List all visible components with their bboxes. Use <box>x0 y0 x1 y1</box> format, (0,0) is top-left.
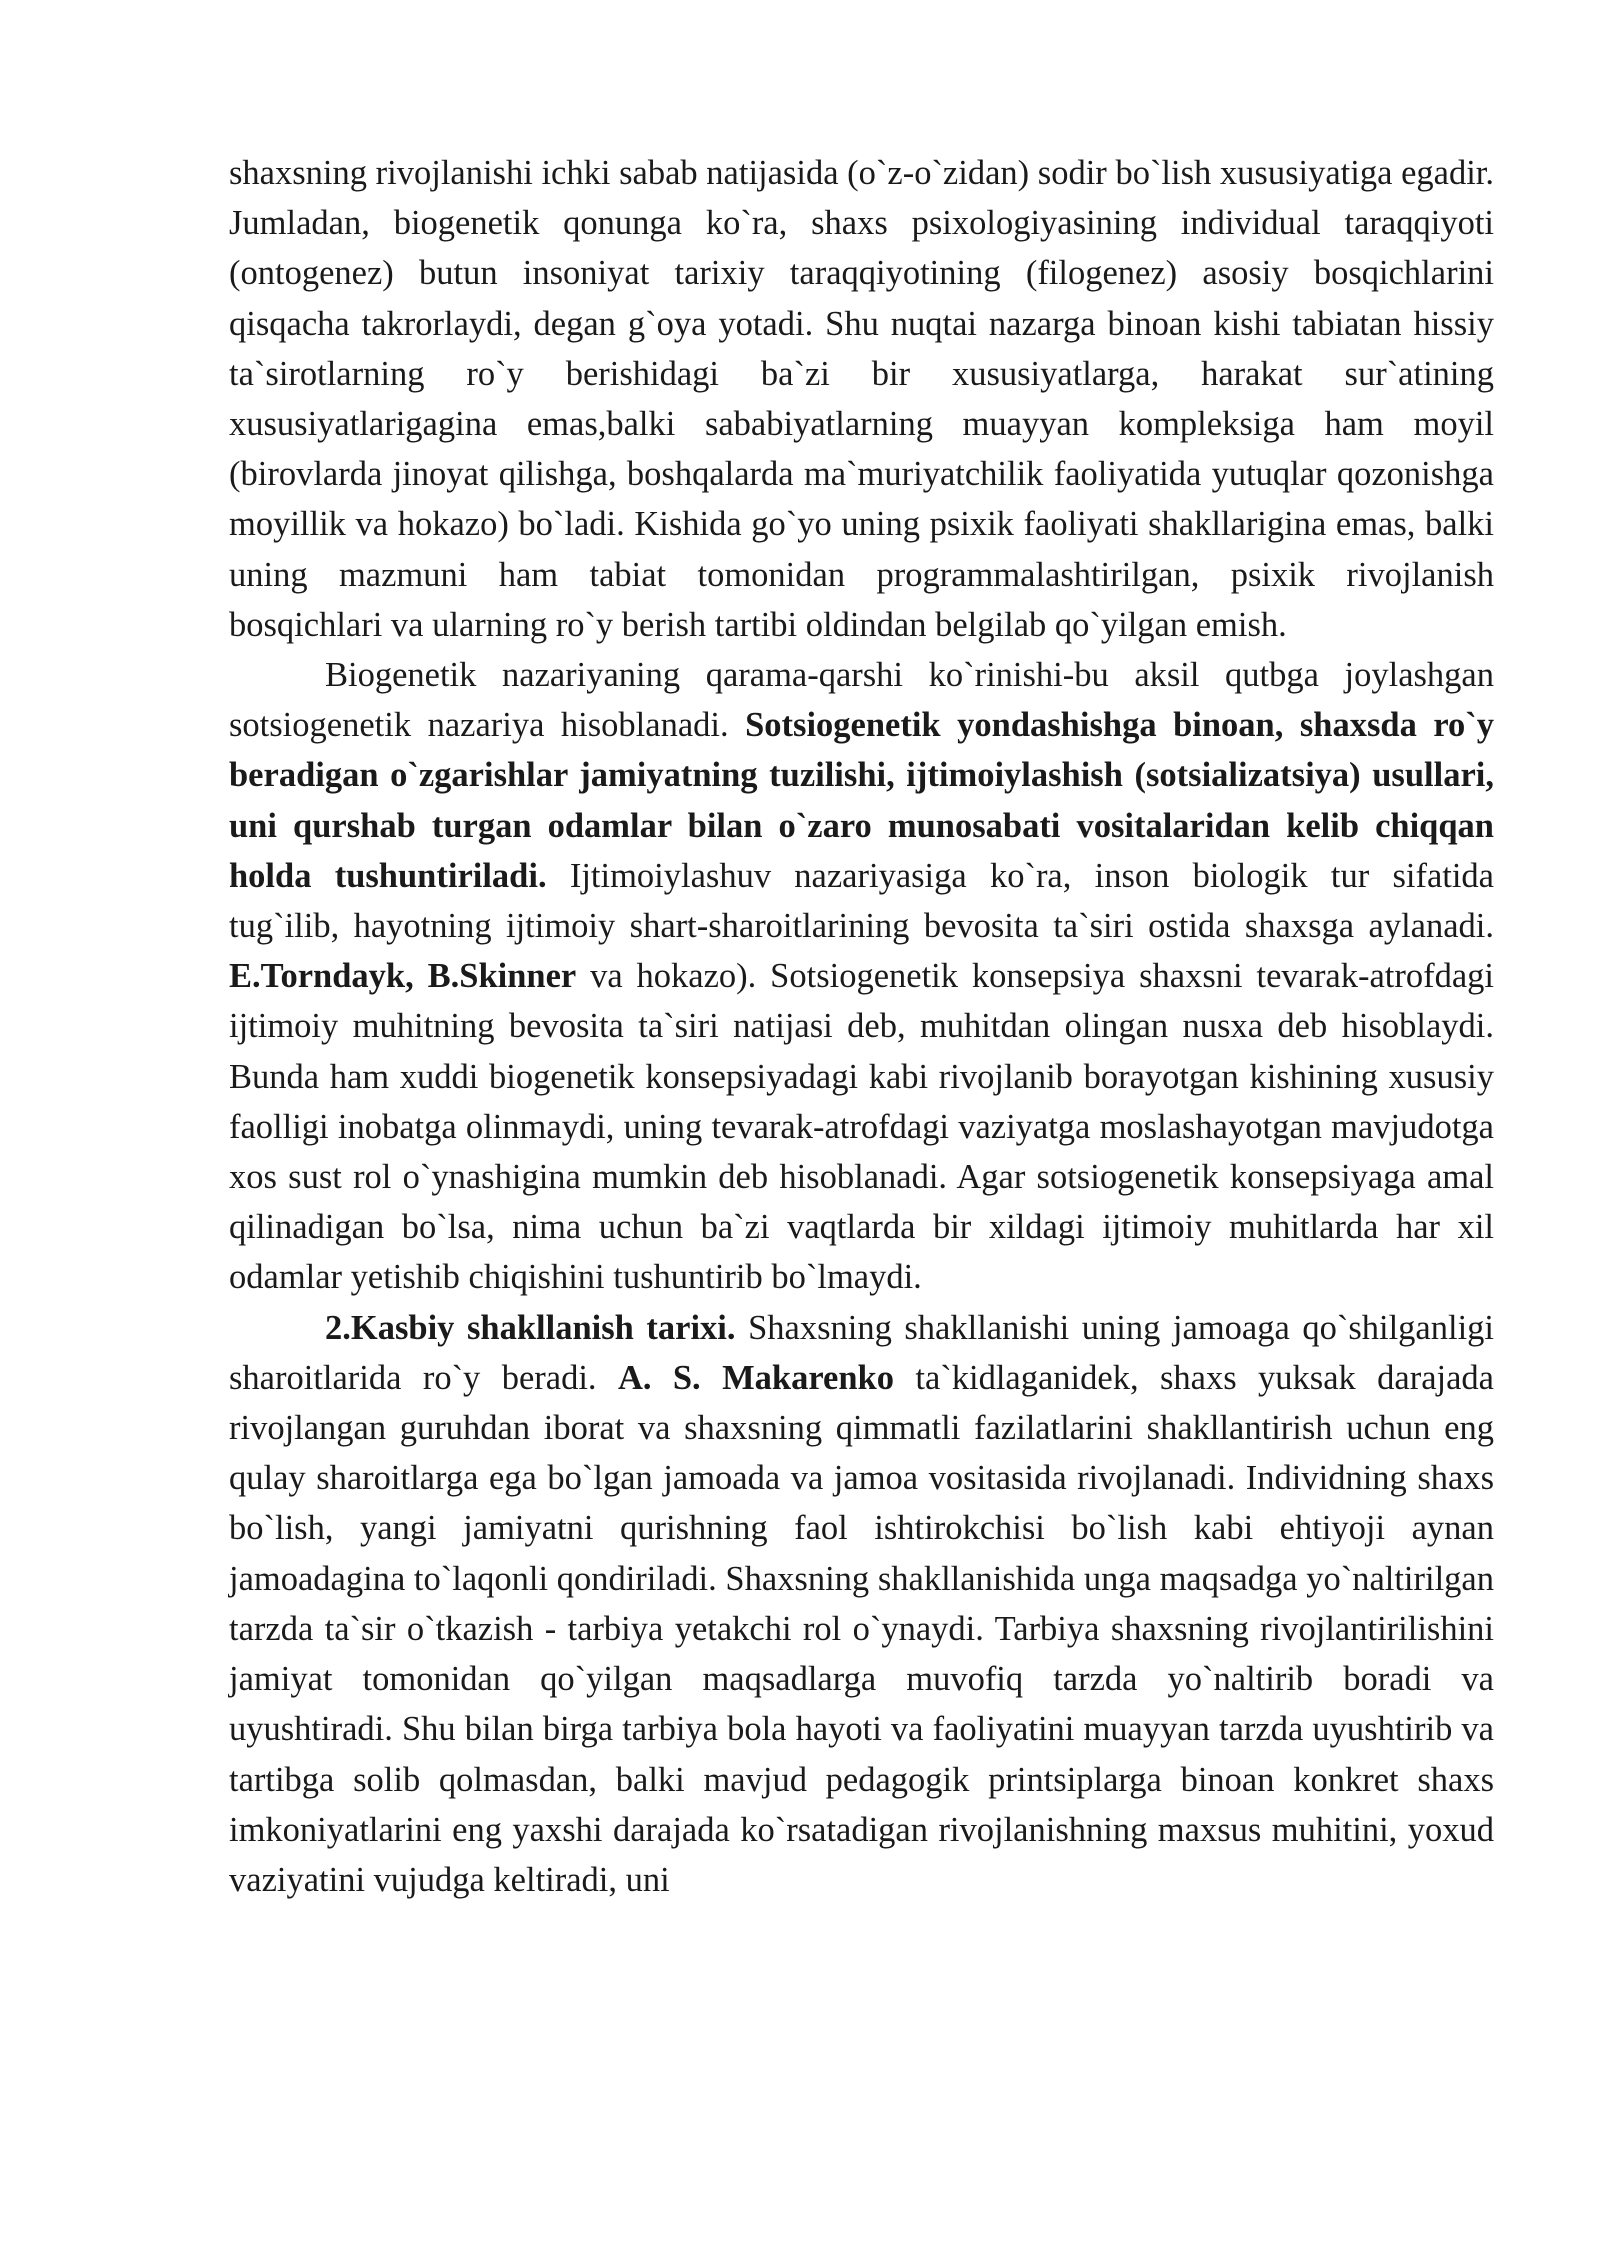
bold-authors: E.Torndayk, B.Skinner <box>229 957 577 996</box>
paragraph-professional-formation <box>229 1303 1494 1905</box>
paragraph-text: Shaxsning shakllanishi uning jamoaga qo`shilganligi sharoitlarida ro`y beradi. <box>229 1308 1494 1397</box>
section-heading: 2.Kasbiy shakllanish tarixi. <box>325 1308 736 1347</box>
bold-author: A. S. Makarenko <box>617 1358 894 1397</box>
paragraph-text: va hokazo). Sotsiogenetik konsepsiya shaxsni tevarak-atrofdagi ijtimoiy muhitning bevosita ta`siri natijasi deb, muhitdan olingan nusxa deb hisoblaydi. Bunda ham xuddi biogenetik konsepsiyadagi kabi rivojlanib borayotgan kishining xususiy faolligi inobatga olinmaydi, uning tevarak-atrofdagi vaziyatga moslashayotgan mavjudotga xos sust rol o`ynashigina mumkin deb hisoblanadi. Agar sotsiogenetik konsepsiyaga amal qilinadigan bo`lsa, nima uchun ba`zi vaqtlarda bir xildagi ijtimoiy muhitlarda har xil odamlar yetishib chiqishini tushuntirib bo`lmaydi. <box>229 957 1495 1297</box>
paragraph-biogenetic-continuation <box>229 148 1494 650</box>
paragraph-text: ta`kidlaganidek, shaxs yuksak darajada rivojlangan guruhdan iborat va shaxsning qimmatli fazilatlarini shakllantirish uchun eng qulay sharoitlarga ega bo`lgan jamoada va jamoa vositasida rivojlanadi. Individning shaxs bo`lish, yangi jamiyatni qurishning faol ishtirokchisi bo`lish kabi ehtiyoji aynan jamoadagina to`laqonli qondiriladi. Shaxsning shakllanishida unga maqsadga yo`naltirilgan tarzda ta`sir o`tkazish - tarbiya yetakchi rol o`ynaydi. Tarbiya shaxsning rivojlantirilishini jamiyat tomonidan qo`yilgan maqsadlarga muvofiq tarzda yo`naltirib boradi va uyushtiradi. Shu bilan birga tarbiya bola hayoti va faoliyatini muayyan tarzda uyushtirib va tartibga solib qolmasdan, balki mavjud pedagogik printsiplarga binoan konkret shaxs imkoniyatlarini eng yaxshi darajada ko`rsatadigan rivojlanishning maxsus muhitini, yoxud vaziyatini vujudga keltiradi, uni <box>229 1358 1494 1899</box>
paragraph-text: shaxsning rivojlanishi ichki sabab natijasida (o`z-o`zidan) sodir bo`lish xususiyatiga egadir. Jumladan, biogenetik qonunga ko`ra, shaxs psixologiyasining individual taraqqiyoti (ontogenez) butun insoniyat tarixiy taraqqiyotining (filogenez) asosiy bosqichlarini qisqacha takrorlaydi, degan g`oya yotadi. Shu nuqtai nazarga binoan kishi tabiatan hissiy ta`sirotlarning ro`y berishidagi ba`zi bir xususiyatlarga, harakat sur`atining xususiyatlarigagina emas,balki sababiyatlarning muayyan kompleksiga ham moyil (birovlarda jinoyat qilishga, boshqalarda ma`muriyatchilik faoliyatida yutuqlar qozonishga moyillik va hokazo) bo`ladi. Kishida go`yo uning psixik faoliyati shakllarigina emas, balki uning mazmuni ham tabiat tomonidan programmalashtirilgan, psixik rivojlanish bosqichlari va ularning ro`y berish tartibi oldindan belgilab qo`yilgan emish. <box>229 154 1494 644</box>
bold-definition: Sotsiogenetik yondashishga binoan, shaxsda ro`y beradigan o`zgarishlar jamiyatning tuzilishi, ijtimoiylashish (sotsializatsiya) usullari, uni qurshab turgan odamlar bilan o`zaro munosabati vositalaridan kelib chiqqan holda tushuntiriladi. <box>229 706 1495 895</box>
document-page <box>229 148 1494 1905</box>
paragraph-text: Ijtimoiylashuv nazariyasiga ko`ra, inson biologik tur sifatida tug`ilib, hayotning ijtimoiy shart-sharoitlarining bevosita ta`siri ostida shaxsga aylanadi. <box>229 856 1494 946</box>
paragraph-text: Biogenetik nazariyaning qarama-qarshi ko`rinishi-bu aksil qutbga joylashgan sotsiogenetik nazariya hisoblanadi. <box>229 656 1494 745</box>
paragraph-sociogenetic-theory <box>229 650 1494 1303</box>
